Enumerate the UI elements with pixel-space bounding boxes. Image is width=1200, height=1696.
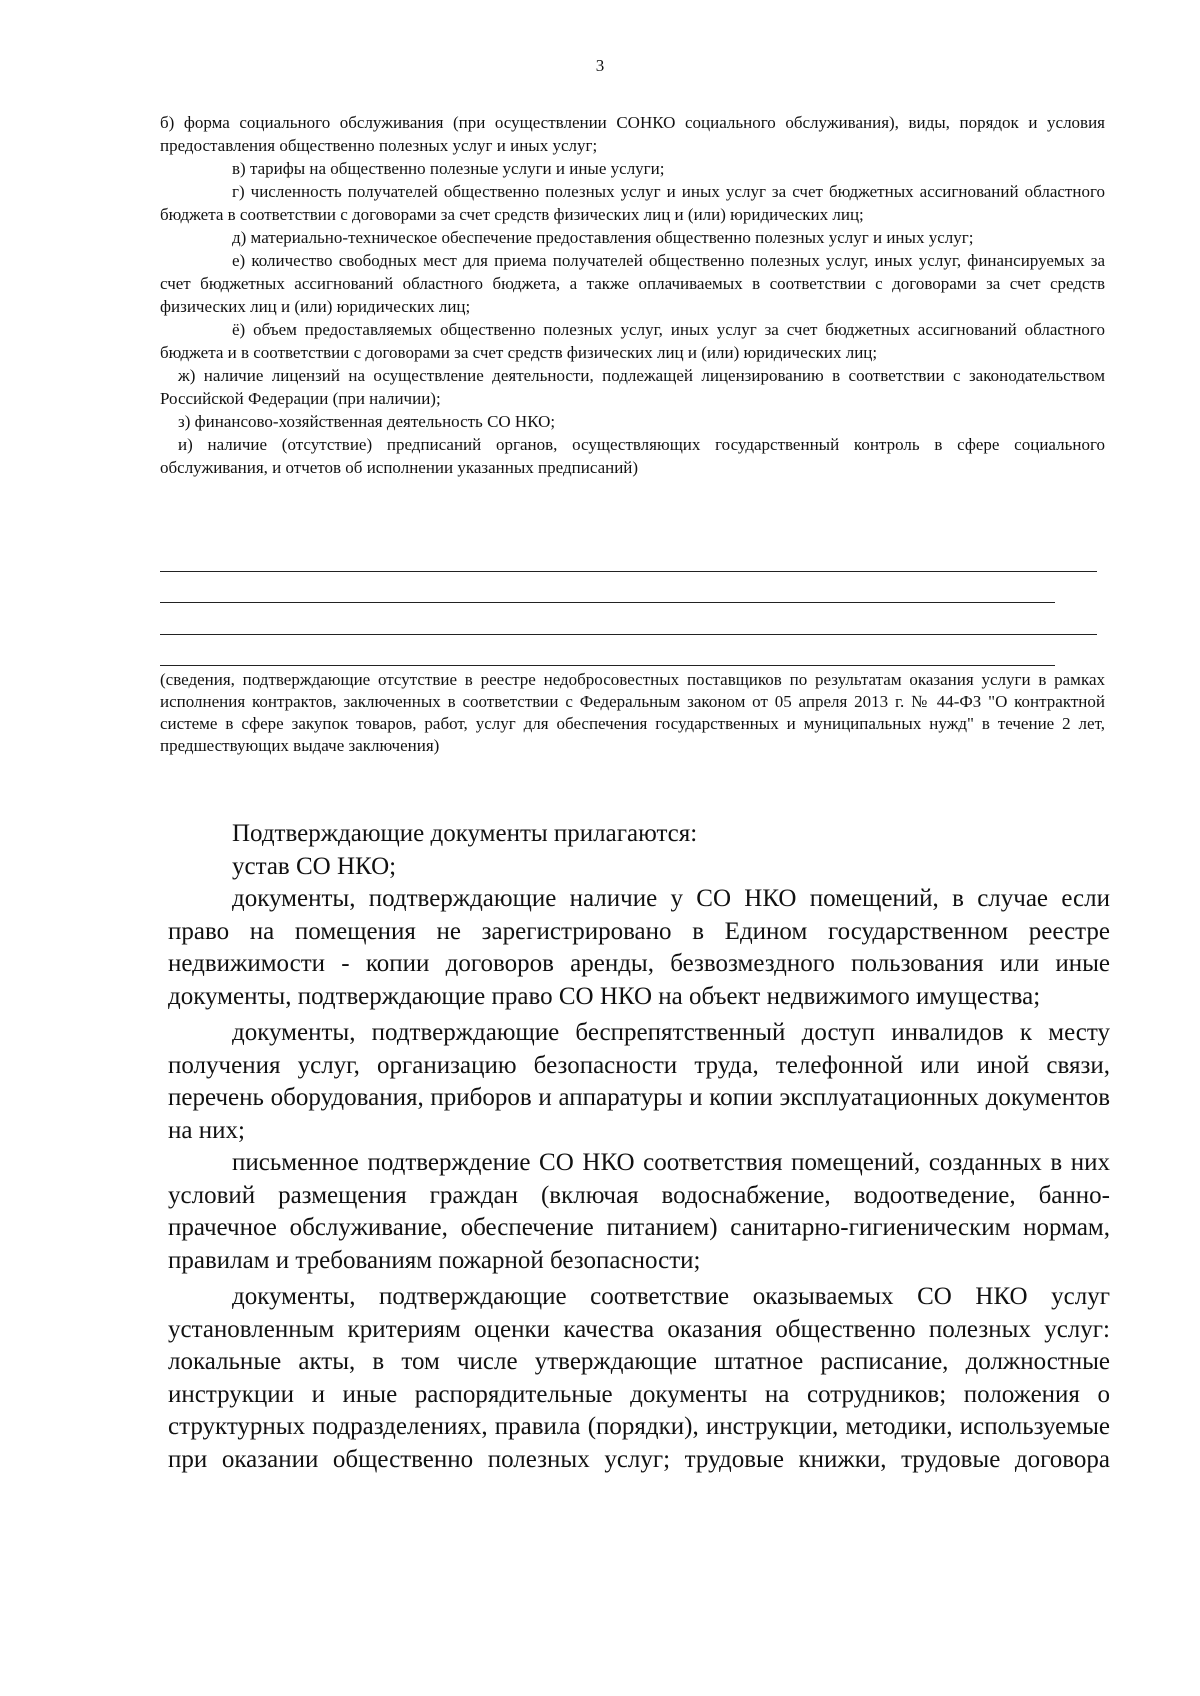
list-item-zh: ж) наличие лицензий на осуществление деятельности, подлежащей лицензированию в соответствии с законодательством Российской Федерации (при наличии); (160, 366, 1105, 408)
list-item-e: е) количество свободных мест для приема получателей общественно полезных услуг, иных услуг, финансируемых за счет бюджетных ассигнований областного бюджета, а также оплачиваемых в соответствии с договорами за счет средств физических лиц и (или) юридических лиц; (160, 251, 1105, 316)
footnote-text: (сведения, подтверждающие отсутствие в реестре недобросовестных поставщиков по результатам оказания услуги в рамках исполнения контрактов, заключенных в соответствии с Федеральным законом от 05 апреля 2013 г. № 44-ФЗ "О контрактной системе в сфере закупок товаров, работ, услуг для обеспечения государственных и муниципальных нужд" в течение 2 лет, предшествующих выдаче заключения) (160, 670, 1105, 755)
doc-item-sanitary: письменное подтверждение СО НКО соответствия помещений, созданных в них условий размещения граждан (включая водоснабжение, водоотведение, банно-прачечное обслуживание, обеспечение питанием) санитарно-гигиеническим нормам, правилам и требованиям пожарной безопасности; (168, 1149, 1110, 1274)
doc-item-quality: документы, подтверждающие соответствие оказываемых СО НКО услуг установленным критериям оценки качества оказания общественно полезных услуг: локальные акты, в том числе утверждающие штатное расписание, должностные инструкции и иные распорядительные документы на сотрудников; положения о структурных подразделениях, правила (порядки), инструкции, методики, используемые при оказании общественно полезных услуг; трудовые книжки, трудовые договора (168, 1283, 1110, 1473)
list-item-b: б) форма социального обслуживания (при осуществлении СОНКО социального обслуживания), виды, порядок и условия предоставления общественно полезных услуг и иных услуг; (160, 113, 1105, 155)
fill-in-line (160, 571, 1097, 572)
list-item-i: и) наличие (отсутствие) предписаний органов, осуществляющих государственный контроль в сфере социального обслуживания, и отчетов об исполнении указанных предписаний) (160, 435, 1105, 477)
doc-item-ustav: устав СО НКО; (232, 852, 397, 880)
doc-item-accessibility: документы, подтверждающие беспрепятственный доступ инвалидов к месту получения услуг, организацию безопасности труда, телефонной или иной связи, перечень оборудования, приборов и аппаратуры и копии эксплуатационных документов на них; (168, 1019, 1110, 1144)
section-heading: Подтверждающие документы прилагаются: (232, 820, 698, 847)
fill-in-line (160, 602, 1055, 603)
criteria-list (160, 111, 1105, 479)
fill-in-line (160, 665, 1055, 666)
page-number: 3 (595, 56, 605, 75)
list-item-g: г) численность получателей общественно полезных услуг и иных услуг за счет бюджетных ассигнований областного бюджета в соответствии с договорами за счет средств физических лиц и (или) юридических лиц; (160, 182, 1105, 224)
list-item-v: в) тарифы на общественно полезные услуги и иные услуги; (232, 159, 665, 178)
footnote-caption (160, 669, 1105, 757)
list-item-z: з) финансово-хозяйственная деятельность СО НКО; (178, 412, 556, 431)
list-item-d: д) материально-техническое обеспечение предоставления общественно полезных услуг и иных услуг; (232, 228, 974, 247)
list-item-yo: ё) объем предоставляемых общественно полезных услуг, иных услуг за счет бюджетных ассигнований областного бюджета и в соответствии с договорами за счет средств физических лиц и (или) юридических лиц; (160, 320, 1105, 362)
fill-in-line (160, 634, 1097, 635)
attached-documents-section (168, 818, 1110, 1476)
doc-item-premises: документы, подтверждающие наличие у СО НКО помещений, в случае если право на помещения не зарегистрировано в Едином государственном реестре недвижимости - копии договоров аренды, безвозмездного пользования или иные документы, подтверждающие право СО НКО на объект недвижимого имущества; (168, 885, 1110, 1010)
